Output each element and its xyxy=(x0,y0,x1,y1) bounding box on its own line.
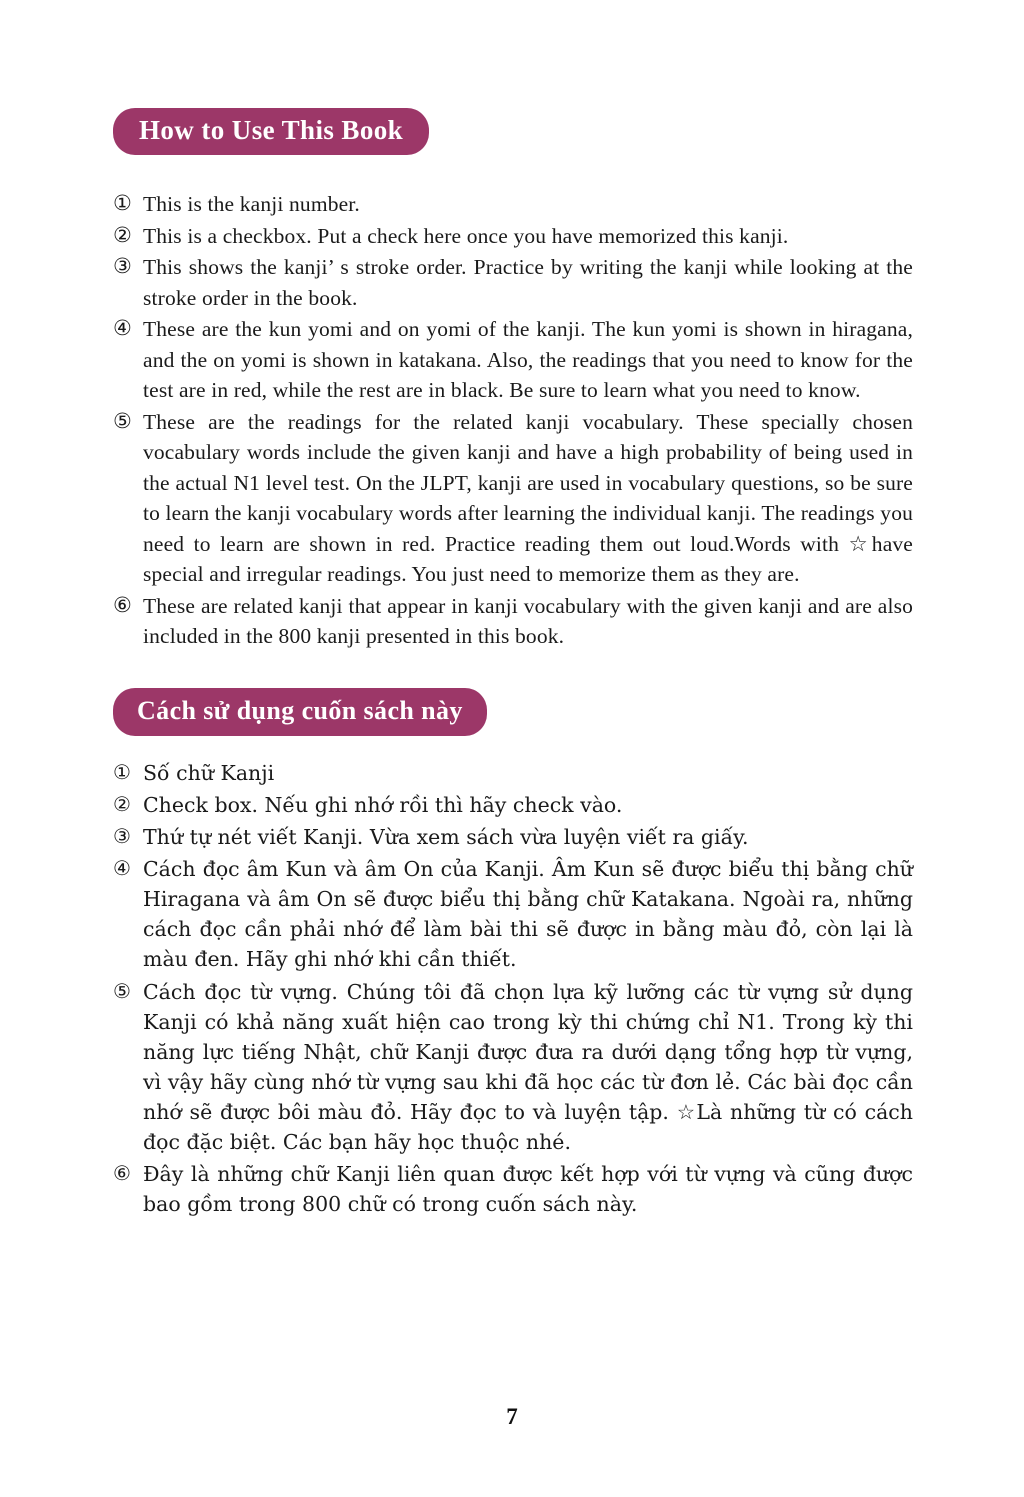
list-item xyxy=(113,854,913,975)
section-heading-english: How to Use This Book xyxy=(113,108,429,155)
english-section xyxy=(113,108,913,652)
list-item xyxy=(113,758,913,788)
list-marker: ④ xyxy=(113,856,131,881)
list-item xyxy=(113,189,913,220)
list-marker: ⑤ xyxy=(113,408,132,433)
list-item-text: This is the kanji number. xyxy=(143,192,360,217)
list-item-text: These are related kanji that appear in kanji vocabulary with the given kanji and are also included in the 800 kanji presented in this book. xyxy=(143,593,913,649)
list-item xyxy=(113,591,913,652)
vietnamese-instruction-list xyxy=(113,758,913,1220)
list-item-text: Đây là những chữ Kanji liên quan được kết hợp với từ vựng và cũng được bao gồm trong 800 chữ có trong cuốn sách này. xyxy=(143,1162,913,1217)
list-item-text: Số chữ Kanji xyxy=(143,760,275,785)
list-item xyxy=(113,252,913,313)
list-marker: ② xyxy=(113,222,132,247)
section-heading-vietnamese: Cách sử dụng cuốn sách này xyxy=(113,688,487,736)
list-marker: ③ xyxy=(113,254,132,279)
list-marker: ④ xyxy=(113,316,132,341)
list-item xyxy=(113,822,913,852)
list-marker: ③ xyxy=(113,823,131,848)
list-item xyxy=(113,977,913,1158)
list-marker: ① xyxy=(113,759,131,784)
list-marker: ⑤ xyxy=(113,978,131,1003)
list-item xyxy=(113,1159,913,1219)
list-item-text: These are the kun yomi and on yomi of the kanji. The kun yomi is shown in hiragana, and the on yomi is shown in katakana. Also, the readings that you need to know for the test are in red, while the rest are in black. Be sure to learn what you need to know. xyxy=(143,317,913,403)
list-item-text: These are the readings for the related kanji vocabulary. These specially chosen vocabulary words include the given kanji and have a high probability of being used in the actual N1 level test. On the JLPT, kanji are used in vocabulary questions, so be sure to learn the kanji vocabulary words after learning the individual kanji. The readings you need to learn are shown in red. Practice reading them out loud.Words with ☆have special and irregular readings. You just need to memorize them as they are. xyxy=(143,409,913,587)
english-instruction-list xyxy=(113,189,913,652)
list-marker: ⑥ xyxy=(113,592,132,617)
list-item-text: Thứ tự nét viết Kanji. Vừa xem sách vừa luyện viết ra giấy. xyxy=(143,824,749,849)
list-item-text: This shows the kanji’ s stroke order. Practice by writing the kanji while looking at the stroke order in the book. xyxy=(143,255,913,310)
list-item-text: This is a checkbox. Put a check here once you have memorized this kanji. xyxy=(143,223,789,248)
list-marker: ⑥ xyxy=(113,1161,131,1186)
list-item xyxy=(113,407,913,590)
page-number: 7 xyxy=(506,1404,518,1429)
vietnamese-section xyxy=(113,688,913,1220)
list-marker: ② xyxy=(113,791,131,816)
list-item-text: Check box. Nếu ghi nhớ rồi thì hãy check vào. xyxy=(143,792,623,817)
list-item-text: Cách đọc âm Kun và âm On của Kanji. Âm Kun sẽ được biểu thị bằng chữ Hiragana và âm On sẽ được biểu thị bằng chữ Katakana. Ngoài ra, những cách đọc cần phải nhớ để làm bài thi sẽ được in bằng màu đỏ, còn lại là màu đen. Hãy ghi nhớ khi cần thiết. xyxy=(143,857,913,972)
list-item-text: Cách đọc từ vựng. Chúng tôi đã chọn lựa kỹ lưỡng các từ vựng sử dụng Kanji có khả năng xuất hiện cao trong kỳ thi chứng chỉ N1. Trong kỳ thi năng lực tiếng Nhật, chữ Kanji được đưa ra dưới dạng tổng hợp từ vựng, vì vậy hãy cùng nhớ từ vựng sau khi đã học các từ đơn lẻ. Các bài đọc cần nhớ sẽ được bôi màu đỏ. Hãy đọc to và luyện tập. ☆Là những từ có cách đọc đặc biệt. Các bạn hãy học thuộc nhé. xyxy=(143,979,913,1155)
list-item xyxy=(113,221,913,252)
list-marker: ① xyxy=(113,191,132,216)
list-item xyxy=(113,790,913,820)
list-item xyxy=(113,314,913,406)
page-content xyxy=(113,108,913,1222)
